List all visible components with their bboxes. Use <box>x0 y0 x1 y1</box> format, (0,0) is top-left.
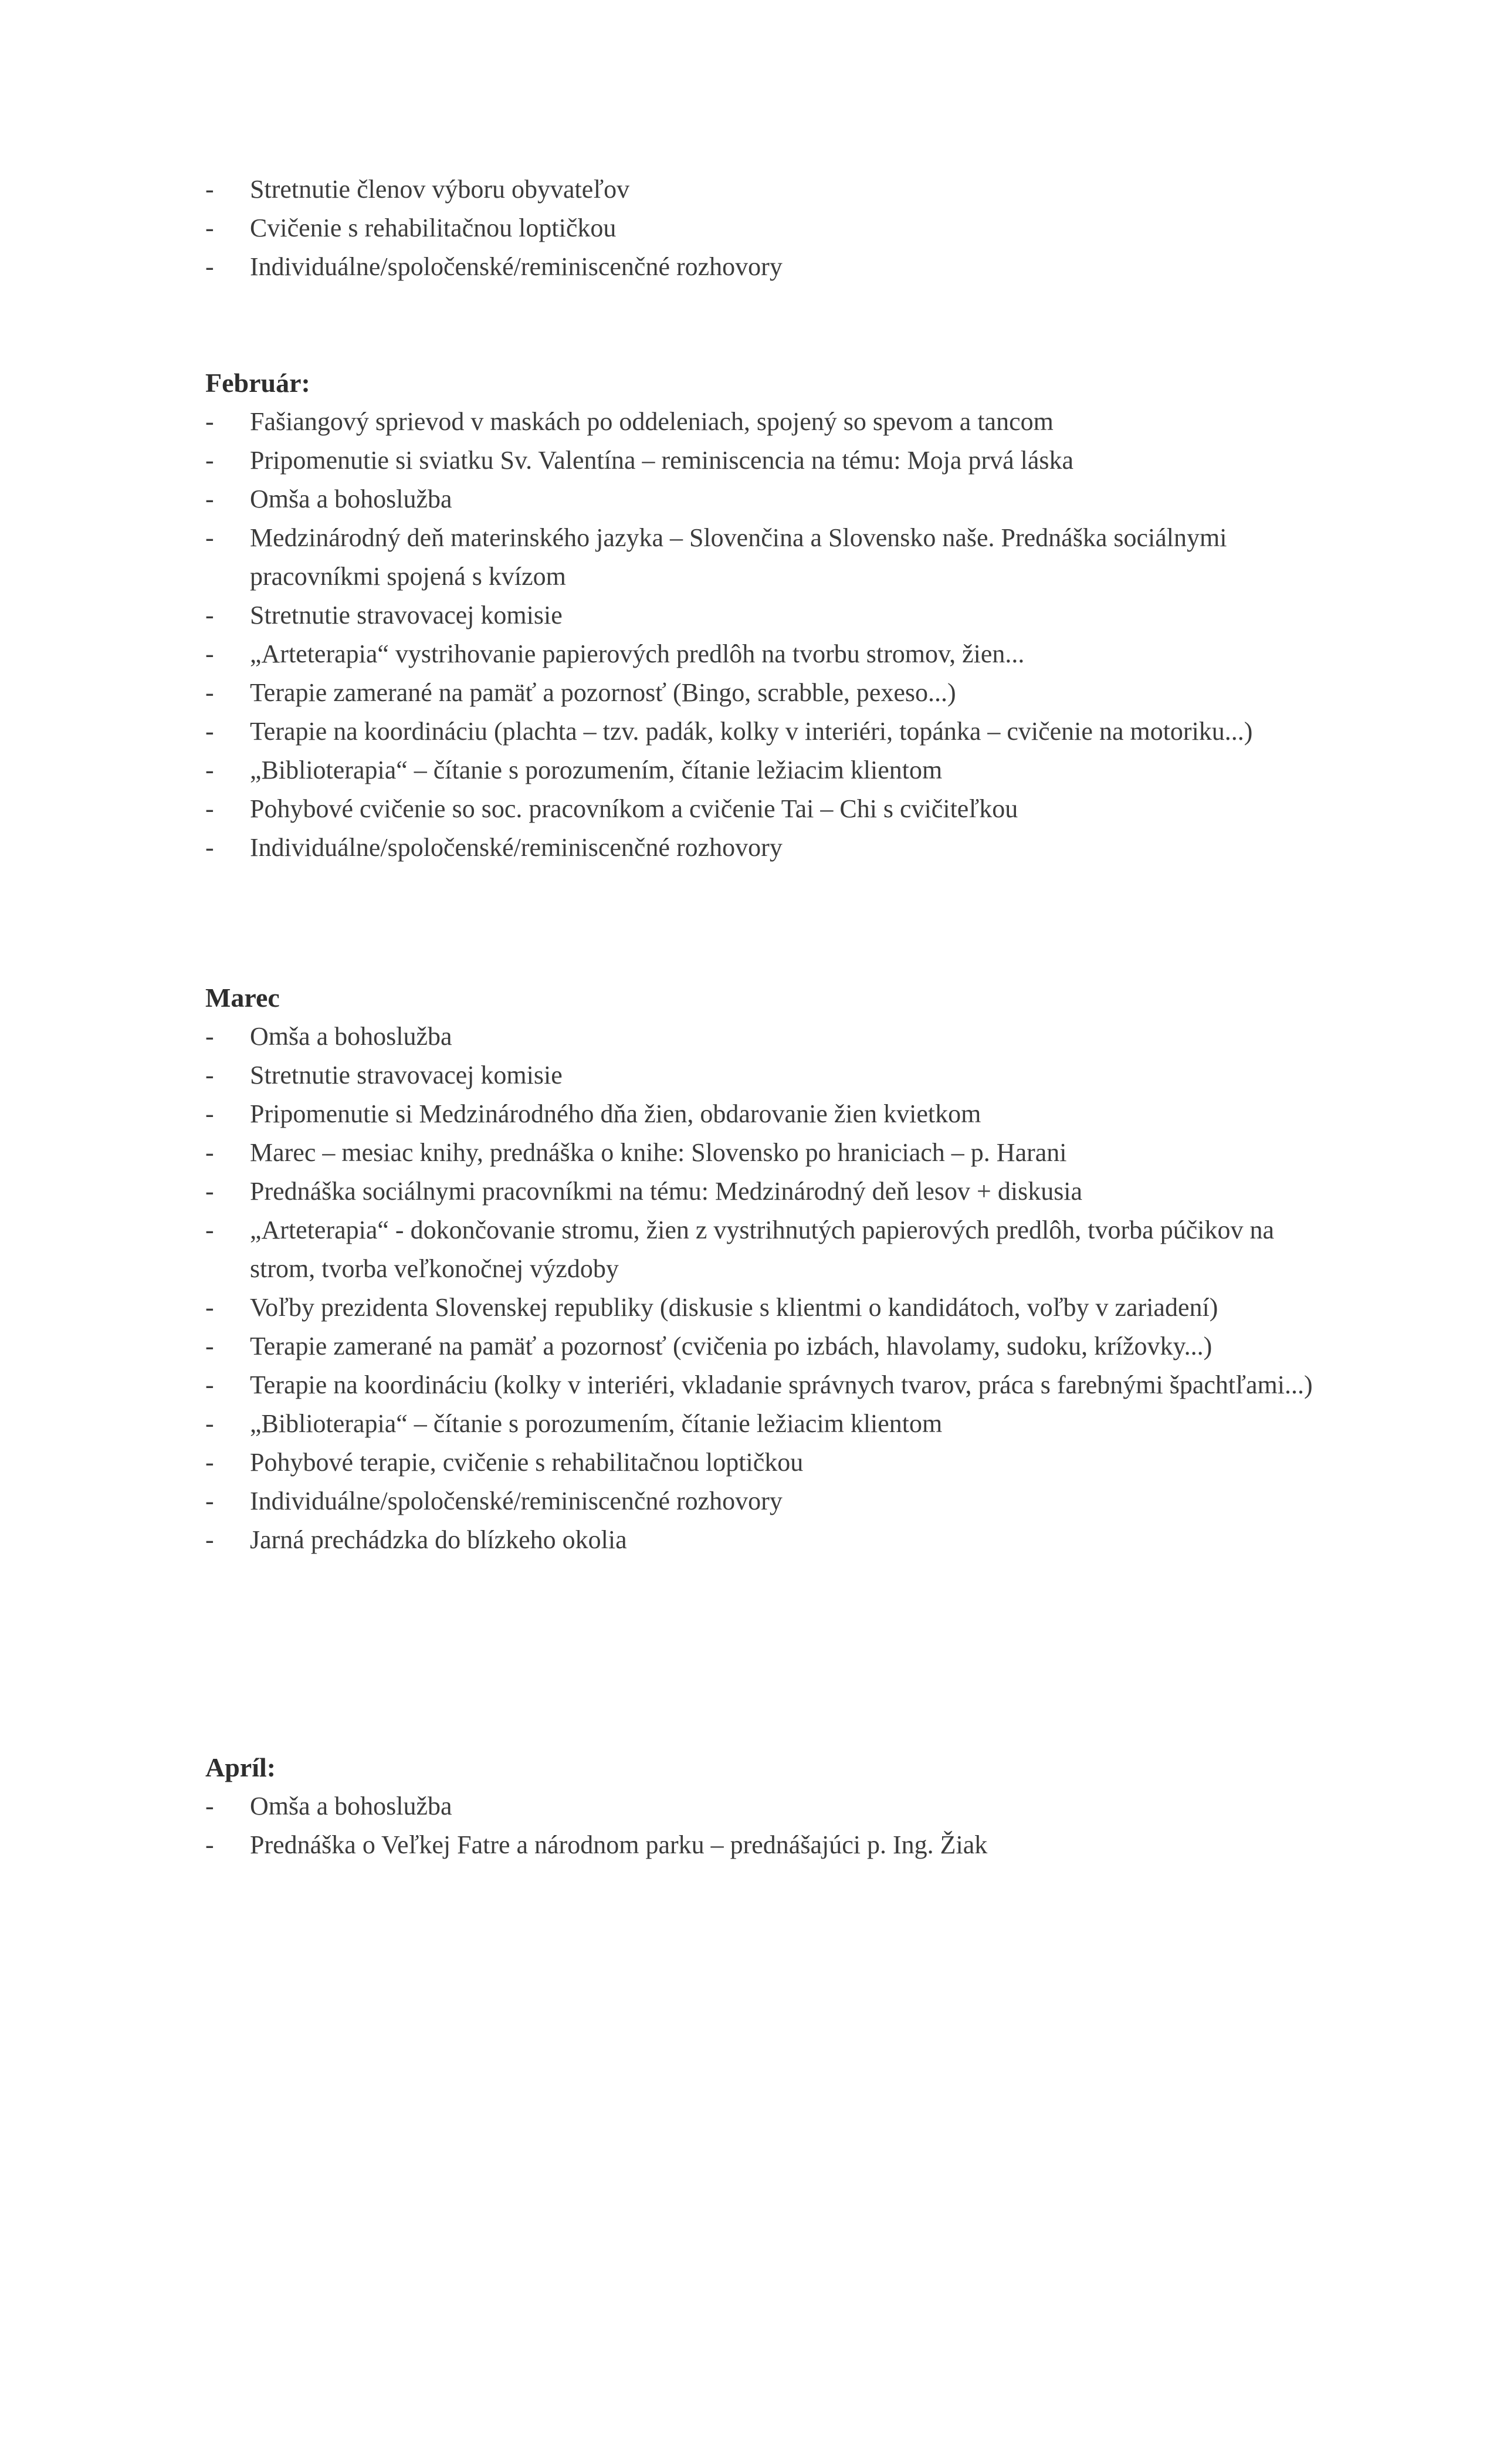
list-item-text: Terapie zamerané na pamäť a pozornosť (cvičenia po izbách, hlavolamy, sudoku, krížovky...) <box>250 1332 1212 1360</box>
list-item-text: Pohybové terapie, cvičenie s rehabilitačnou loptičkou <box>250 1448 804 1477</box>
list-item <box>205 712 1320 751</box>
list-item-text: Fašiangový sprievod v maskách po oddeleniach, spojený so spevom a tancom <box>250 407 1054 436</box>
bullet-list <box>205 1787 1320 1864</box>
bullet-dash: - <box>205 1332 214 1360</box>
list-item-text: Voľby prezidenta Slovenskej republiky (diskusie s klientmi o kandidátoch, voľby v zariadení) <box>250 1293 1218 1322</box>
list-item-text: „Biblioterapia“ – čítanie s porozumením, čítanie ležiacim klientom <box>250 756 943 784</box>
list-item-text: Terapie na koordináciu (kolky v interiéri, vkladanie správnych tvarov, práca s farebnými špachtľami...) <box>250 1370 1313 1399</box>
section-april <box>205 1748 1320 1864</box>
list-item <box>205 1211 1320 1288</box>
list-item-text: Individuálne/spoločenské/reminiscenčné rozhovory <box>250 252 783 281</box>
list-item-text: Omša a bohoslužba <box>250 1792 452 1820</box>
list-item-text: Stretnutie stravovacej komisie <box>250 601 563 629</box>
bullet-list <box>205 170 1320 286</box>
list-item <box>205 1133 1320 1172</box>
list-item-text: Medzinárodný deň materinského jazyka – Slovenčina a Slovensko naše. Prednáška sociálnymi pracovníkmi spojená s kvízom <box>250 523 1227 591</box>
bullet-list <box>205 402 1320 867</box>
bullet-dash: - <box>205 1216 214 1244</box>
list-item-text: „Biblioterapia“ – čítanie s porozumením, čítanie ležiacim klientom <box>250 1409 943 1438</box>
list-item <box>205 751 1320 790</box>
list-item-text: Prednáška o Veľkej Fatre a národnom parku – prednášajúci p. Ing. Žiak <box>250 1830 988 1859</box>
bullet-list <box>205 1017 1320 1559</box>
bullet-dash: - <box>205 407 214 436</box>
list-item-text: „Arteterapia“ vystrihovanie papierových predlôh na tvorbu stromov, žien... <box>250 639 1025 668</box>
list-item <box>205 441 1320 480</box>
bullet-dash: - <box>205 1138 214 1167</box>
bullet-dash: - <box>205 794 214 823</box>
list-item <box>205 1521 1320 1559</box>
list-item-text: Individuálne/spoločenské/reminiscenčné rozhovory <box>250 833 783 862</box>
list-item <box>205 209 1320 248</box>
heading-marec: Marec <box>205 983 280 1013</box>
list-item <box>205 1095 1320 1133</box>
list-item <box>205 790 1320 828</box>
bullet-dash: - <box>205 1022 214 1051</box>
list-item <box>205 1172 1320 1211</box>
bullet-dash: - <box>205 601 214 629</box>
bullet-dash: - <box>205 756 214 784</box>
section-februar <box>205 364 1320 867</box>
list-item-text: Individuálne/spoločenské/reminiscenčné rozhovory <box>250 1487 783 1515</box>
bullet-dash: - <box>205 252 214 281</box>
list-item <box>205 1017 1320 1056</box>
list-item <box>205 1327 1320 1366</box>
list-item-text: Pripomenutie si Medzinárodného dňa žien, obdarovanie žien kvietkom <box>250 1099 981 1128</box>
list-item-text: Cvičenie s rehabilitačnou loptičkou <box>250 214 617 242</box>
bullet-dash: - <box>205 639 214 668</box>
bullet-dash: - <box>205 1293 214 1322</box>
list-item <box>205 402 1320 441</box>
heading-april: Apríl: <box>205 1752 276 1782</box>
list-item <box>205 1443 1320 1482</box>
list-item <box>205 1404 1320 1443</box>
bullet-dash: - <box>205 485 214 513</box>
list-item <box>205 596 1320 635</box>
list-item <box>205 828 1320 867</box>
bullet-dash: - <box>205 1448 214 1477</box>
bullet-dash: - <box>205 214 214 242</box>
list-item <box>205 1482 1320 1521</box>
bullet-dash: - <box>205 1409 214 1438</box>
list-item-text: Pohybové cvičenie so soc. pracovníkom a cvičenie Tai – Chi s cvičiteľkou <box>250 794 1018 823</box>
list-item-text: Omša a bohoslužba <box>250 485 452 513</box>
list-item <box>205 1787 1320 1826</box>
list-item <box>205 1056 1320 1095</box>
heading-februar: Február: <box>205 368 310 398</box>
list-item-text: Prednáška sociálnymi pracovníkmi na tému: Medzinárodný deň lesov + diskusia <box>250 1177 1083 1206</box>
list-item-text: „Arteterapia“ - dokončovanie stromu, žien z vystrihnutých papierových predlôh, tvorba púčikov na strom, tvorba veľkonočnej výzdoby <box>250 1216 1274 1283</box>
list-item-text: Jarná prechádzka do blízkeho okolia <box>250 1525 627 1554</box>
list-item <box>205 635 1320 673</box>
bullet-dash: - <box>205 1792 214 1820</box>
bullet-dash: - <box>205 1099 214 1128</box>
list-item-text: Stretnutie členov výboru obyvateľov <box>250 175 630 204</box>
list-item <box>205 1288 1320 1327</box>
list-item-text: Marec – mesiac knihy, prednáška o knihe: Slovensko po hraniciach – p. Harani <box>250 1138 1067 1167</box>
bullet-dash: - <box>205 1061 214 1089</box>
list-item-text: Pripomenutie si sviatku Sv. Valentína – reminiscencia na tému: Moja prvá láska <box>250 446 1074 475</box>
list-item <box>205 673 1320 712</box>
list-item <box>205 1826 1320 1864</box>
bullet-dash: - <box>205 175 214 204</box>
bullet-dash: - <box>205 717 214 746</box>
section-marec <box>205 979 1320 1559</box>
bullet-dash: - <box>205 1525 214 1554</box>
bullet-dash: - <box>205 833 214 862</box>
bullet-dash: - <box>205 678 214 707</box>
list-item <box>205 170 1320 209</box>
list-item-text: Stretnutie stravovacej komisie <box>250 1061 563 1089</box>
list-item-text: Terapie zamerané na pamäť a pozornosť (Bingo, scrabble, pexeso...) <box>250 678 956 707</box>
list-item <box>205 519 1320 596</box>
bullet-dash: - <box>205 1370 214 1399</box>
list-item-text: Omša a bohoslužba <box>250 1022 452 1051</box>
bullet-dash: - <box>205 1830 214 1859</box>
list-item <box>205 480 1320 519</box>
list-item-text: Terapie na koordináciu (plachta – tzv. padák, kolky v interiéri, topánka – cvičenie na motoriku...) <box>250 717 1253 746</box>
bullet-dash: - <box>205 1487 214 1515</box>
section-continued <box>205 170 1320 286</box>
bullet-dash: - <box>205 523 214 552</box>
bullet-dash: - <box>205 446 214 475</box>
list-item <box>205 1366 1320 1404</box>
bullet-dash: - <box>205 1177 214 1206</box>
list-item <box>205 248 1320 286</box>
